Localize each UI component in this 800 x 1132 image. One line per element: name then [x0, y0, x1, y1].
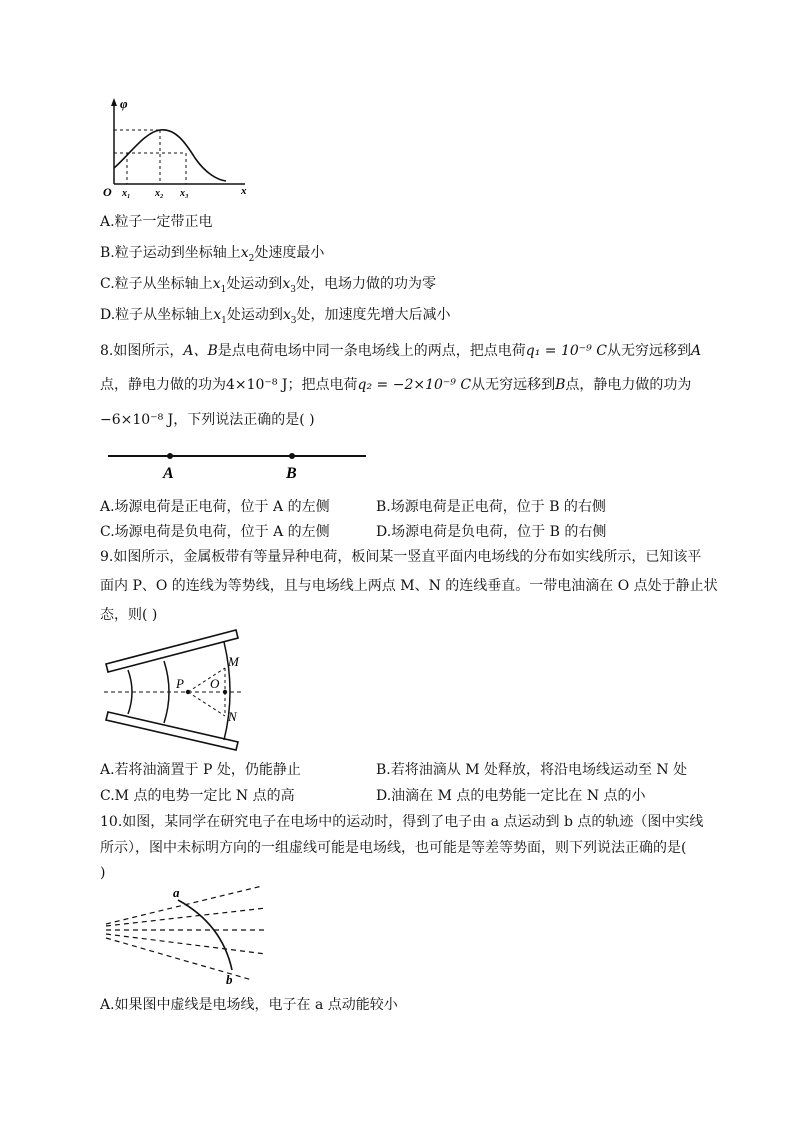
q7-c-sub2: 3 — [290, 284, 296, 295]
trajectory-curve — [178, 900, 232, 970]
point-b-dot — [289, 453, 295, 459]
phi-x-graph — [100, 96, 260, 200]
field-line-figure — [108, 446, 370, 482]
q10-line-2: 所示），图中未标明方向的一组虚线可能是电场线，也可能是等差等势面，则下列说法正确的是( — [100, 840, 687, 856]
q9-option-c: C.M 点的电势一定比 N 点的高 — [100, 788, 295, 804]
q8-l1-b: 是点电荷电场中同一条电场线上的两点，把点电荷 — [217, 343, 526, 359]
q9-line-1: 9.如图所示，金属板带有等量异种电荷，板间某一竖直平面内电场线的分布如实线所示，已知该平 — [100, 549, 702, 565]
q9-option-d: D.油滴在 M 点的电势能一定比在 N 点的小 — [376, 788, 646, 804]
q8-work-1: 4×10⁻⁸ J — [226, 377, 288, 393]
q8-l2-B: B — [555, 377, 566, 393]
q8-l2-b: ；把点电荷 — [287, 377, 358, 393]
q7-b-post: 处速度最小 — [254, 245, 325, 261]
q9-line-3: 态，则( ) — [100, 607, 158, 623]
point-b-label: b — [226, 972, 233, 987]
q8-l1-ab: A、B — [183, 343, 218, 359]
q8-option-a: A.场源电荷是正电荷，位于 A 的左侧 — [100, 499, 330, 515]
point-b-label: B — [286, 465, 297, 482]
q7-c-text: C.粒子从坐标轴上 — [100, 276, 213, 292]
q9-option-a: A.若将油滴置于 P 处，仍能静止 — [100, 762, 301, 778]
q7-d-var2: x — [282, 307, 291, 323]
q7-c-sub1: 1 — [220, 284, 227, 295]
q8-l2-d: 点，静电力做的功为 — [565, 377, 692, 393]
q8-l2-c: 从无穷远移到 — [471, 377, 556, 393]
q8-option-c: C.场源电荷是负电荷，位于 A 的左侧 — [100, 524, 330, 540]
point-o-label: O — [210, 676, 220, 691]
q7-d-var1: x — [213, 307, 222, 323]
q7-option-a: A.粒子一定带正电 — [100, 214, 213, 230]
q7-c-var1: x — [212, 276, 221, 292]
q7-b-text: B.粒子运动到坐标轴上 — [100, 245, 241, 261]
electron-trajectory-figure — [104, 884, 270, 988]
q7-option-c — [100, 274, 436, 300]
point-a-dot — [167, 453, 173, 459]
q10-line-3: ) — [100, 865, 106, 881]
q9-line-2: 面内 P、O 的连线为等势线，且与电场线上两点 M、N 的连线垂直。一带电油滴在 O 点处于静止状 — [100, 578, 718, 594]
x-axis-label: x — [241, 185, 247, 197]
q8-option-b: B.场源电荷是正电荷，位于 B 的右侧 — [376, 499, 606, 515]
p-m-dash — [188, 668, 225, 692]
point-m-label: M — [228, 654, 239, 669]
q8-l1-A: A — [690, 343, 702, 359]
q9-option-b: B.若将油滴从 M 处释放，将沿电场线运动至 N 处 — [376, 762, 688, 778]
q7-d-sub1: 1 — [221, 315, 227, 326]
point-p-dot — [186, 690, 190, 694]
point-p-label: P — [176, 676, 184, 691]
dash-line-1 — [106, 886, 262, 924]
q7-d-post: 处，加速度先增大后减小 — [296, 307, 451, 323]
q8-work-2: −6×10⁻⁸ J — [100, 412, 174, 428]
q8-l1-c: 从无穷远移到 — [606, 343, 691, 359]
q10-line-1: 10.如图，某同学在研究电子在电场中的运动时，得到了电子由 a 点运动到 b 点的轨迹（图中实线 — [100, 814, 704, 830]
y-axis-label: φ — [120, 96, 128, 111]
point-a-label: a — [173, 885, 180, 900]
q8-option-d: D.场源电荷是负电荷，位于 B 的右侧 — [376, 524, 607, 540]
q10-option-a: A.如果图中虚线是电场线，电子在 a 点动能较小 — [100, 997, 398, 1013]
tick-x1: x₁ — [122, 188, 131, 199]
phi-curve — [114, 130, 226, 181]
tick-x3: x₃ — [180, 188, 189, 199]
q8-q2-value: q₂ = −2×10⁻⁹ C — [357, 377, 472, 393]
q8-line-2 — [100, 375, 691, 395]
tick-x2: x₂ — [155, 188, 164, 199]
lower-plate — [106, 712, 238, 750]
q7-option-d — [100, 305, 450, 331]
p-n-dash — [188, 692, 225, 716]
q8-line-3 — [100, 410, 315, 430]
capacitor-field-figure — [104, 628, 244, 754]
q8-l3-b: ，下列说法正确的是( ) — [173, 412, 315, 428]
q8-line-1 — [100, 341, 701, 361]
q7-c-mid: 处运动到 — [226, 276, 283, 292]
upper-plate — [106, 630, 238, 672]
point-a-label: A — [163, 465, 174, 482]
point-n-label: N — [228, 709, 237, 724]
q7-d-mid: 处运动到 — [226, 307, 283, 323]
q7-option-b — [100, 243, 324, 269]
dash-line-2 — [106, 908, 266, 926]
q7-c-var2: x — [282, 276, 291, 292]
q7-b-sub: 2 — [248, 253, 255, 264]
q7-c-post: 处，电场力做的功为零 — [295, 276, 436, 292]
q7-d-sub2: 3 — [290, 315, 297, 326]
q8-q1-value: q₁ = 10⁻⁹ C — [525, 343, 607, 359]
dash-line-4 — [106, 934, 266, 954]
q7-b-var: x — [240, 245, 249, 261]
y-axis-arrow — [111, 98, 117, 106]
q8-l1-a: 8.如图所示， — [100, 343, 184, 359]
q7-d-text: D.粒子从坐标轴上 — [100, 307, 214, 323]
origin-label: O — [103, 185, 112, 199]
point-o-dot — [223, 690, 227, 694]
q8-l2-a: 点，静电力做的功为 — [100, 377, 226, 393]
